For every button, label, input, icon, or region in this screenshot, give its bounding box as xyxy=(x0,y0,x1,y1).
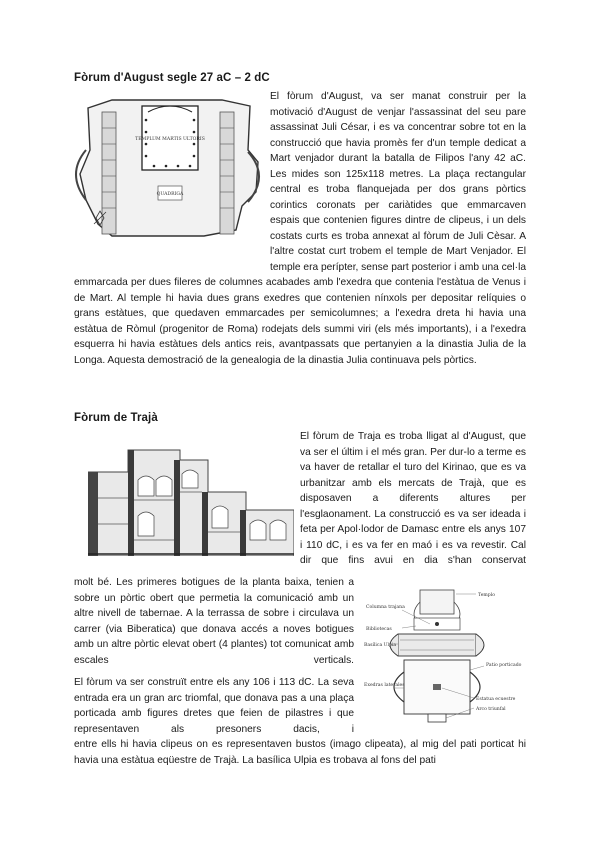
svg-text:QUADRIGA xyxy=(157,191,184,197)
svg-text:Patio porticado xyxy=(486,662,522,668)
section-title-forum-august: Fòrum d'August segle 27 aC – 2 dC xyxy=(74,72,270,84)
trajan-markets-section-figure xyxy=(88,436,294,556)
plan-label-columna: Columna trajana xyxy=(366,605,405,610)
plan-label-basilica: Basílica Ulpia xyxy=(364,643,397,648)
svg-text:Arco triunfal xyxy=(475,706,506,712)
section-title-forum-traja: Fòrum de Trajà xyxy=(74,412,158,424)
paragraph-traja-wrap-3: El fòrum va ser construït entre els any 106 i 113 dC. La seva entrada era un gran arc triomfal, que donava pas a una plaça porticada amb figures dretes que feien de pilastres i que representaven als presoners dacis, i xyxy=(74,677,354,735)
paragraph-traja-wrap-1: El fòrum de Traja es troba lligat al d'August, que va ser el últim i el més gran. Per dur-lo a terme es va haver de retallar el turo del Kirinao, que es va urbanitzar amb els mercats de Trajà, que es disposaven a diferents altures per l'esglaonament. La construcció es va ser ideada i feta per Apol·lodor de Damasc entre els anys 107 i 110 dC, i es va fer en maó i es va revestir. Cal dir que fins avui en dia s'han conservat xyxy=(300,431,526,566)
paragraph-august-full: emmarcada per dues fileres de columnes acabades amb l'exedra que contenia l'estàtua de Venus i de Mart. Al temple hi havia dues grans exedres que contenien nínxols per depositar relíquies o grans estàtues, que quedaven emmarcades per semicolumnes; a l'exedra dreta hi havia una estàtua de Ròmul (progenitor de Roma) rodejats dels summi viri (els més importants), i a l'exedra esquerra hi havia estàtues dels antics reis, avantpassats que pertanyien a la dinastia Julia de la Longa. Aquesta demostració de la genealogia de la dinastia Julia continuava pels pòrtics. xyxy=(74,277,526,366)
paragraph-traja-wrap-2: molt bé. Les primeres botigues de la planta baixa, tenien a sobre un pòrtic obert que permetia la comunicació amb un altre nivell de tabernae. A la terrassa de sobre i circulava un carrer (via Biberatica) que donava accés a noves botigues amb un altre pòrtic elevat obert (4 plantes) tot comunicat amb escales verticals. xyxy=(74,577,354,666)
svg-text:Templo xyxy=(478,592,495,598)
paragraph-august-wrap: El fòrum d'August, va ser manat construir per la motivació d'August de venjar l'assassinat del seu pare assassinat Juli César, i es va concentrar sobre tot en la construcció que havia promès fer d'un temple dedicat a Mart venjador durant la batalla de Filipos l'any 42 aC. Les mides son 125x118 metres. La plaça rectangular central es troba flanquejada per dos grans pòrtics corintics coronats per cariàtides que emmarcaven espais que contenien figures dintre de clipeus, i un dels costats curts es troba annexat al fòrum de Juli Cèsar. A l'altre costat curt trobem el temple de Mart Venjador. El temple era perípter, sense part posterior i amb una cel·la xyxy=(270,91,526,273)
plan-label-patio: Patio porticado xyxy=(486,663,522,668)
plan-label-arco: Arco triunfal xyxy=(476,707,506,712)
plan-label-estatua: Estatua ecuestre xyxy=(476,697,516,702)
forum-august-plan-drawing xyxy=(72,90,268,248)
plan-label-quadriga: QUADRIGA xyxy=(156,192,184,197)
svg-text:TEMPLUM MARTIS ULTORIS xyxy=(135,136,205,142)
forum-august-plan-figure xyxy=(72,90,268,248)
trajan-forum-plan-drawing xyxy=(364,586,526,734)
svg-text:Basílica Ulpia xyxy=(364,641,396,648)
svg-text:Columna trajana xyxy=(366,604,405,610)
plan-label-templo: Templo xyxy=(478,593,495,598)
plan-label-bibliotecas: Bibliotecas xyxy=(366,627,392,632)
trajan-forum-plan-figure xyxy=(364,586,526,734)
svg-text:Bibliotecas xyxy=(366,626,392,632)
plan-label-exedra: Exedras laterales xyxy=(364,683,405,688)
svg-text:Exedras laterales xyxy=(364,682,405,688)
paragraph-traja-full: entre ells hi havia clipeus on es representaven bustos (imago clipeata), al mig del pati porticat hi havia una estàtua eqüestre de Trajà. La basílica Ulpia es trobava al fons del pati xyxy=(74,739,526,766)
trajan-markets-section-drawing xyxy=(88,436,294,556)
plan-label-temple: TEMPLUM MARTIS ULTORIS xyxy=(135,137,205,142)
svg-text:Estatua ecuestre xyxy=(476,696,516,702)
